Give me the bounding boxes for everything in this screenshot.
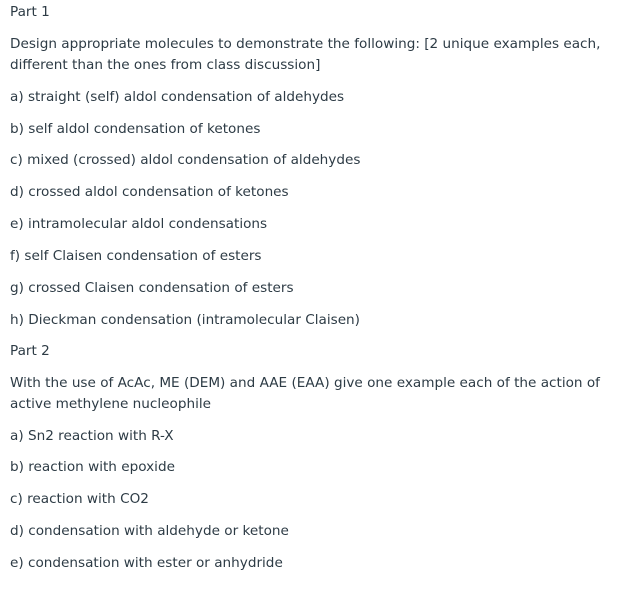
part2-item-c: c) reaction with CO2 xyxy=(10,491,149,507)
part2-item-e: e) condensation with ester or anhydride xyxy=(10,555,283,571)
part2-item-d: d) condensation with aldehyde or ketone xyxy=(10,523,289,539)
part2-item-a: a) Sn2 reaction with R-X xyxy=(10,428,174,444)
part1-item-e: e) intramolecular aldol condensations xyxy=(10,216,268,232)
part1-item-d: d) crossed aldol condensation of ketones xyxy=(10,184,289,200)
part2-item-b: b) reaction with epoxide xyxy=(10,459,175,475)
part1-item-h: h) Dieckman condensation (intramolecular Claisen) xyxy=(10,312,360,328)
part1-item-f: f) self Claisen condensation of esters xyxy=(10,248,262,264)
part2-heading: Part 2 xyxy=(10,343,50,359)
part1-item-b: b) self aldol condensation of ketones xyxy=(10,121,261,137)
part1-item-g: g) crossed Claisen condensation of esters xyxy=(10,280,294,296)
part1-item-a: a) straight (self) aldol condensation of aldehydes xyxy=(10,89,345,105)
part2-intro: With the use of AcAc, ME (DEM) and AAE (EAA) give one example each of the action of active methylene nucleophile xyxy=(10,375,600,412)
part1-item-c: c) mixed (crossed) aldol condensation of aldehydes xyxy=(10,152,361,168)
part1-heading: Part 1 xyxy=(10,4,50,20)
part1-intro: Design appropriate molecules to demonstrate the following: [2 unique examples each, different than the ones from class discussion] xyxy=(10,36,601,73)
